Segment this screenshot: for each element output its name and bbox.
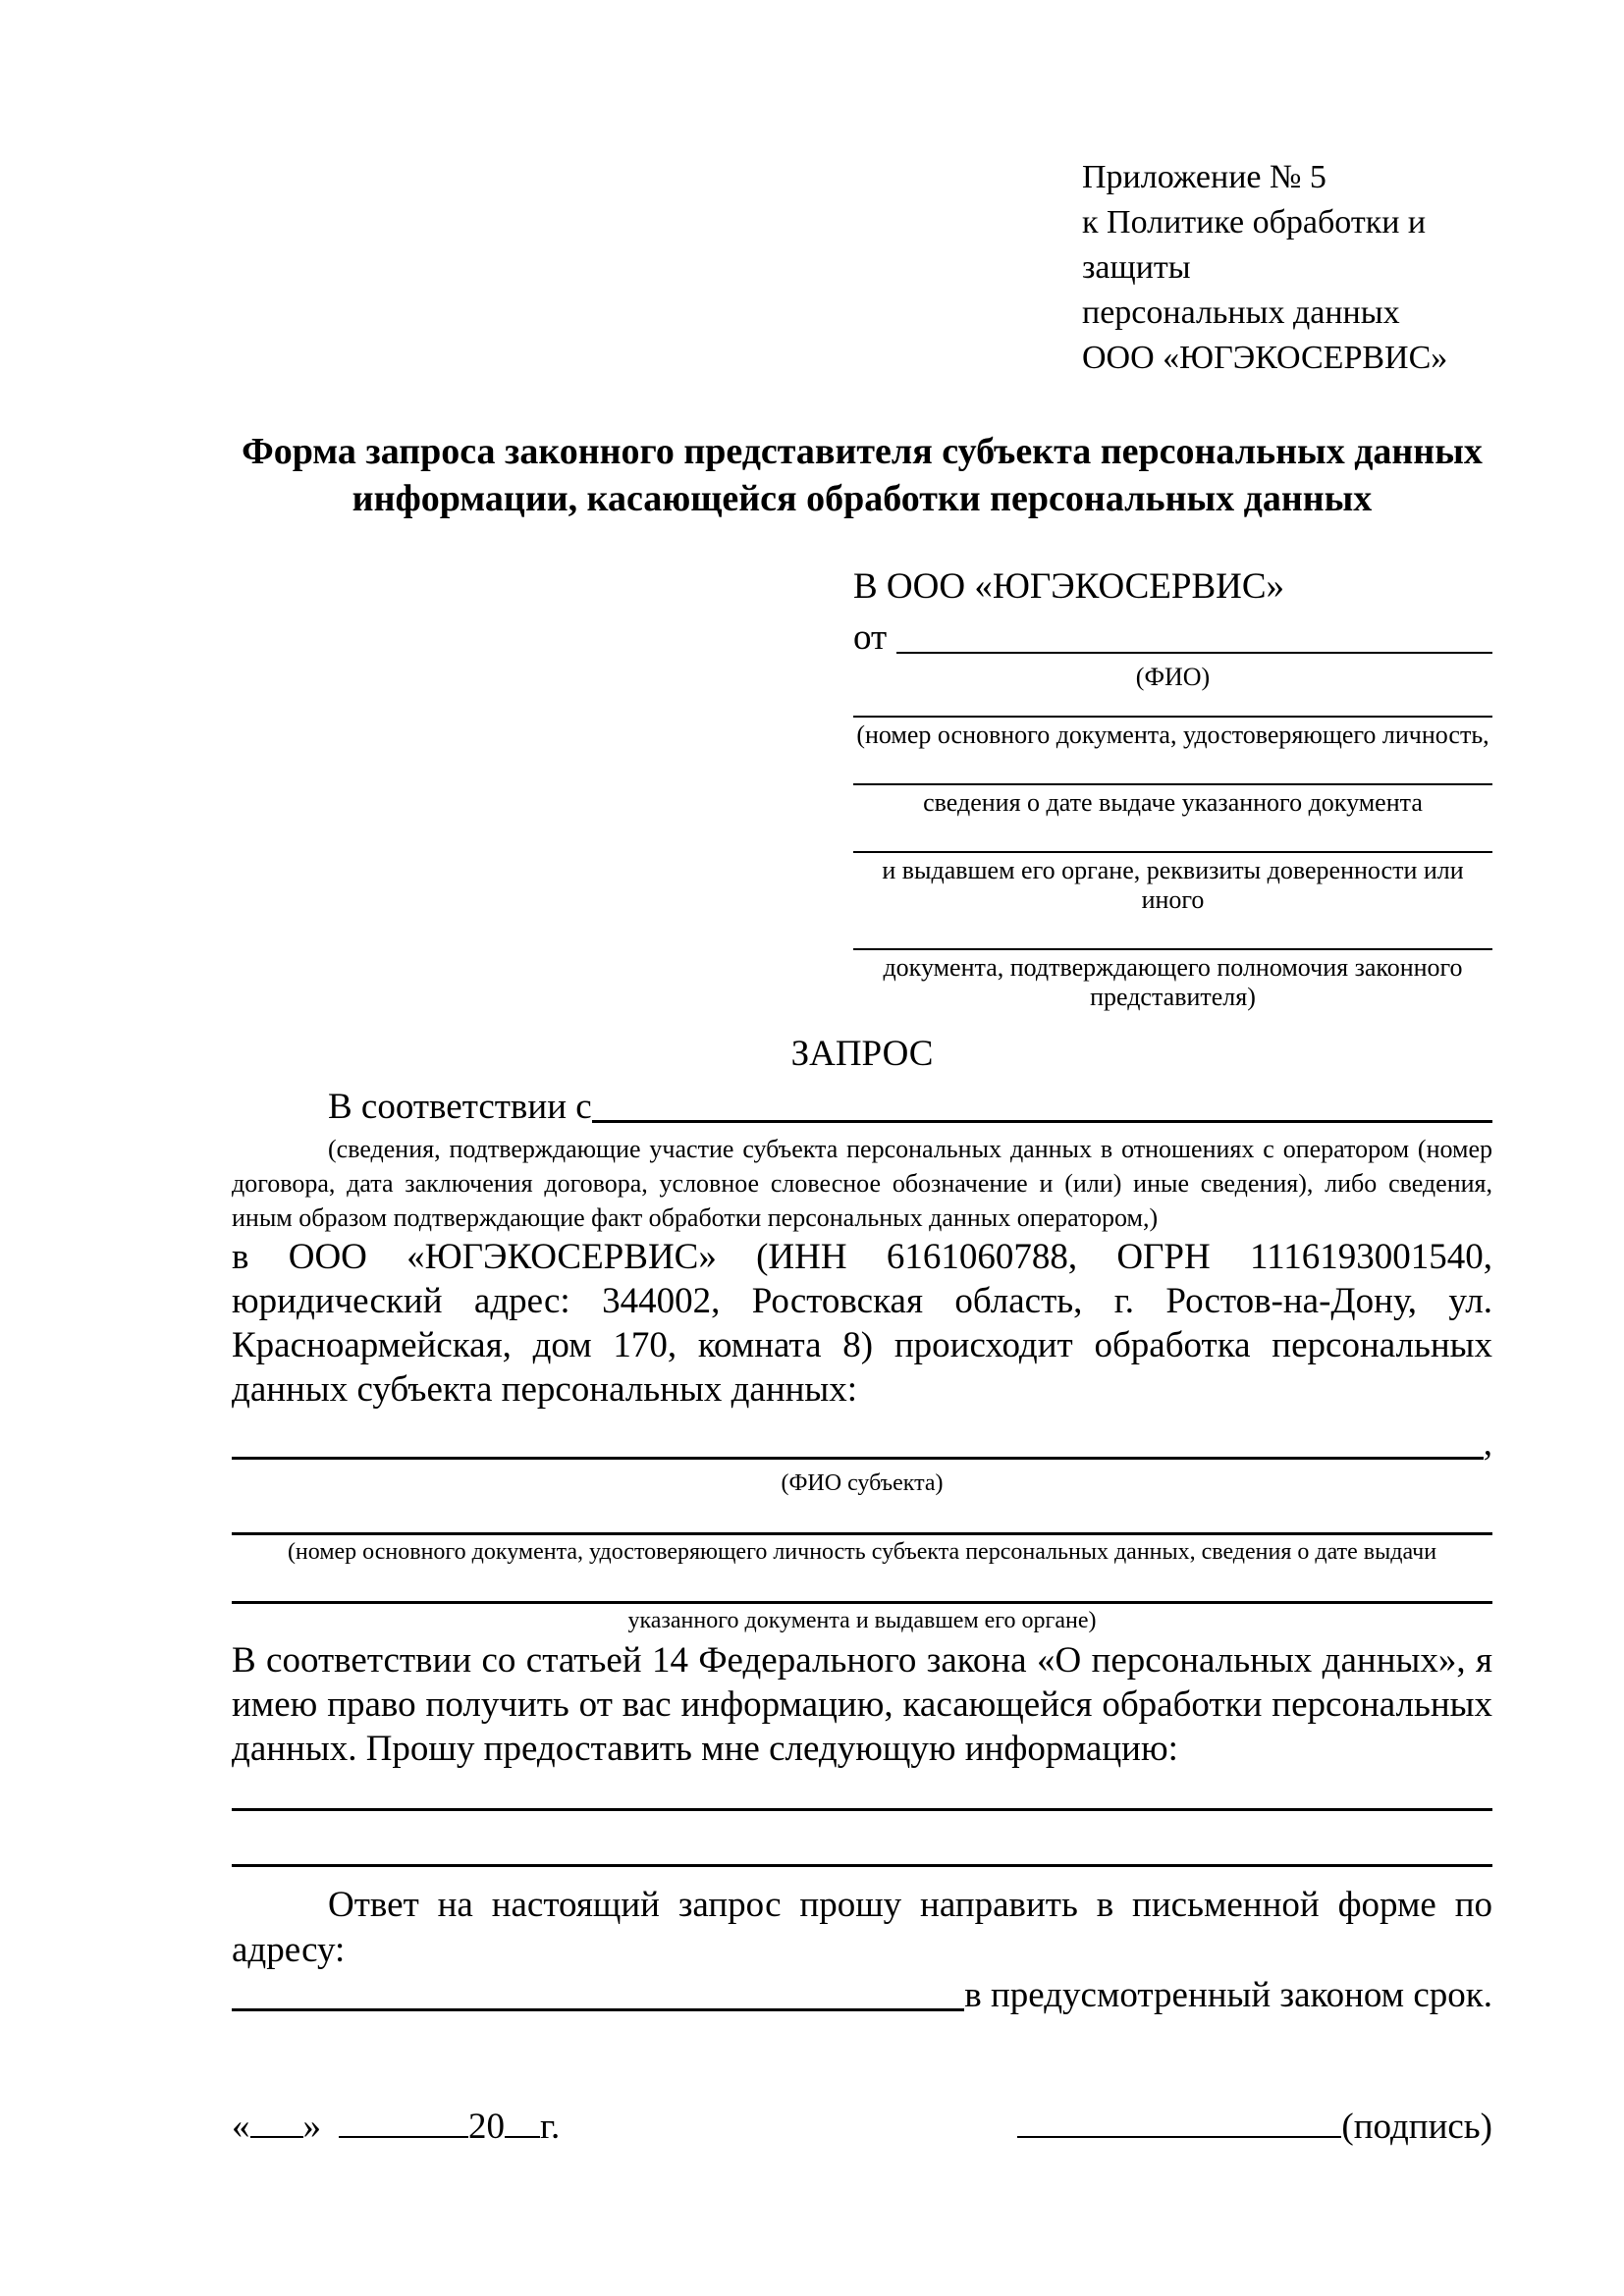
field-caption: документа, подтверждающего полномочия законного представителя) [883,953,1463,1011]
address-line-row [232,1973,1492,2018]
blank-line [853,716,1492,718]
field-caption: (ФИО) [1135,663,1211,691]
note-small-text: (сведения, подтверждающие участие субъекта персональных данных в отношениях с оператором (номер договора, дата заключения договора, условное словесное обозначение и (или) иные сведения), либо сведения, иным образом подтверждающие факт обработки персональных данных оператором,) [232,1135,1492,1232]
date-signature-row [232,2105,1492,2150]
year-suffix: г. [540,2107,561,2147]
addressee-to: В ООО «ЮГЭКОСЕРВИС» [853,566,1285,607]
from-row [853,616,1492,660]
day-blank [250,2135,303,2138]
blank-line [232,1601,1492,1604]
accordance-label: В соответствии с [328,1087,592,1127]
year-prefix: 20 [468,2107,505,2147]
operator-paragraph: в ООО «ЮГЭКОСЕРВИС» (ИНН 6161060788, ОГРН 1116193001540, юридический адрес: 344002, Ростовская область, г. Ростов-на-Дону, ул. Красноармейская, дом 170, комната 8) происходит обработка персональных данных субъекта персональных данных: [232,1237,1492,1410]
field-caption: сведения о дате выдаче указанного документа [923,788,1423,817]
blank-line [232,1532,1492,1535]
signature-block [1017,2105,1492,2150]
year-blank [505,2135,540,2138]
fill-in-line [592,1120,1492,1123]
blank-line [853,851,1492,853]
blank-line [853,783,1492,785]
fill-in-line [232,2008,964,2011]
open-quote: « [232,2107,250,2147]
field-caption: (номер основного документа, удостоверяющего личность, [856,721,1489,749]
appendix-line: Приложение № 5 [1082,159,1326,195]
blank-line [853,948,1492,950]
fill-in-line [896,652,1492,654]
blank-line [232,1808,1492,1811]
title-line-2: информации, касающейся обработки персональных данных [352,478,1373,519]
appendix-line: к Политике обработки и защиты [1082,204,1427,286]
month-blank [339,2135,468,2138]
subject-name-row [232,1421,1492,1467]
document-title [232,428,1492,522]
appendix-line: персональных данных [1082,294,1400,331]
field-caption: (ФИО субъекта) [781,1470,944,1496]
from-label: от [853,617,888,658]
field-caption: указанного документа и выдавшем его органе) [627,1608,1097,1633]
field-caption: и выдавшем его органе, реквизиты доверенности или иного [882,856,1464,914]
law-paragraph: В соответствии со статьей 14 Федерального закона «О персональных данных», я имею право получить от вас информацию, касающейся обработки персональных данных. Прошу предоставить мне следующую информацию: [232,1640,1492,1769]
appendix-reference [1082,155,1492,381]
answer-tail: в предусмотренный законом срок. [964,1975,1492,2015]
field-caption: (номер основного документа, удостоверяющего личность субъекта персональных данных, сведения о дате выдачи [287,1539,1437,1565]
answer-paragraph: Ответ на настоящий запрос прошу направить в письменной форме по адресу: [232,1885,1492,1970]
signature-blank [1017,2135,1341,2138]
signature-caption: (подпись) [1341,2107,1492,2147]
trailing-comma: , [1483,1423,1492,1464]
title-line-1: Форма запроса законного представителя субъекта персональных данных [242,431,1483,472]
addressee-block [853,565,1492,1012]
date-block [232,2105,560,2150]
blank-line [232,1864,1492,1867]
request-heading: ЗАПРОС [790,1034,934,1074]
accordance-row [232,1085,1492,1130]
appendix-line: ООО «ЮГЭКОСЕРВИС» [1082,340,1448,376]
close-quote: » [302,2107,321,2147]
blank-line [232,1457,1484,1460]
